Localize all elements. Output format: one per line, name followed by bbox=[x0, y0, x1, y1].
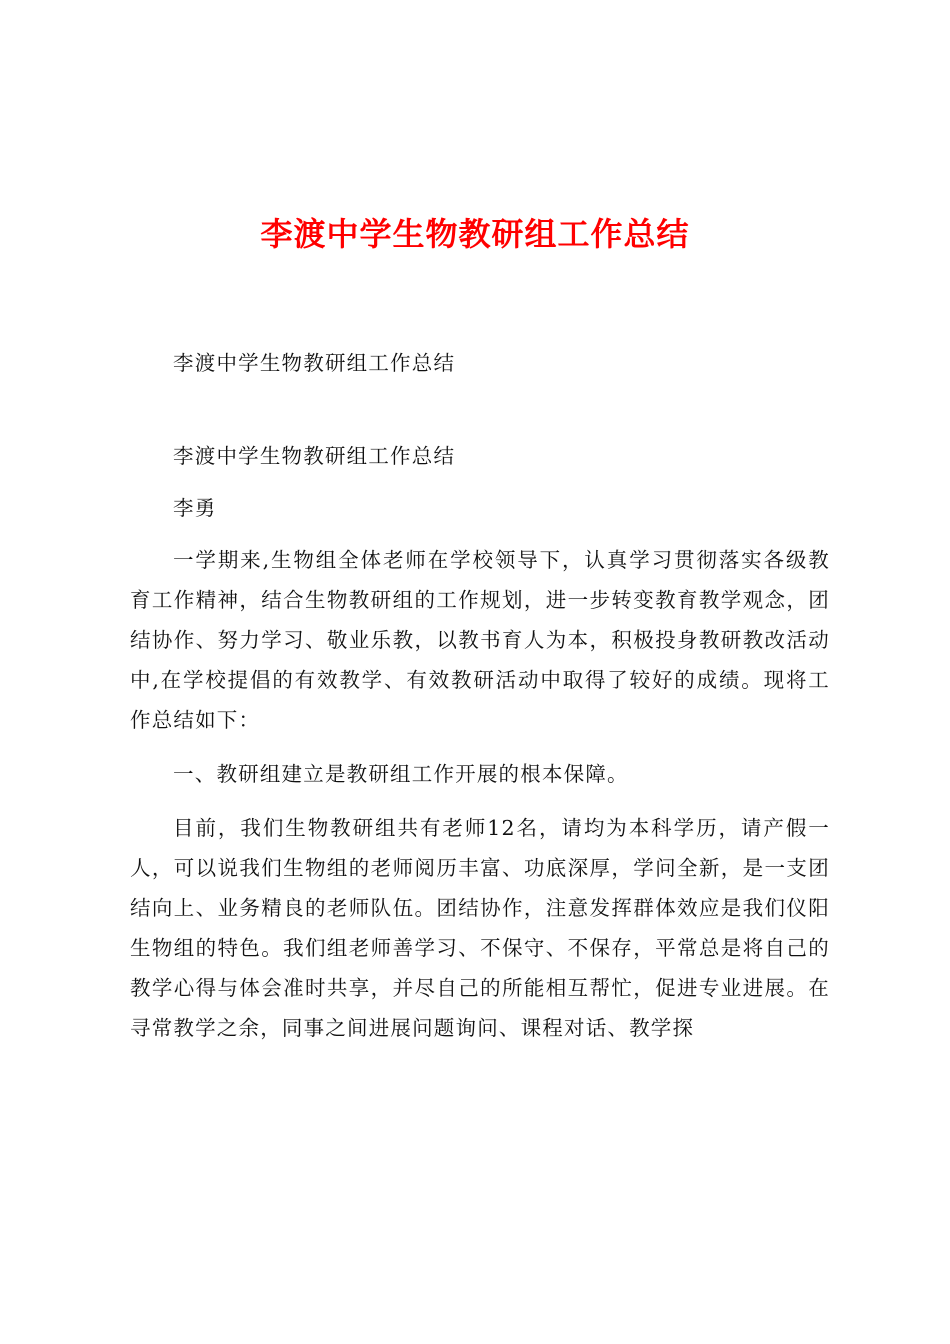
subtitle-line-repeat: 李渡中学生物教研组工作总结 bbox=[173, 444, 456, 468]
document-title: 李渡中学生物教研组工作总结 bbox=[260, 215, 690, 253]
paragraph-section-1: 目前，我们生物教研组共有老师12名，请均为本科学历，请产假一人，可以说我们生物组的老师阅历丰富、功底深厚，学问全新，是一支团结向上、业务精良的老师队伍。团结协作，注意发挥群体效应是我们仪阳生物组的特色。我们组老师善学习、不保守、不保存，平常总是将自己的教学心得与体会准时共享，并尽自己的所能相互帮忙，促进专业进展。在寻常教学之余，同事之间进展问题询问、课程对话、教学探 bbox=[130, 816, 830, 1040]
document-body bbox=[130, 343, 830, 1048]
author-name: 李勇 bbox=[173, 496, 217, 520]
paragraph-intro: 一学期来,生物组全体老师在学校领导下，认真学习贯彻落实各级教育工作精神，结合生物教研组的工作规划，进一步转变教育教学观念，团结协作、努力学习、敬业乐教，以教书育人为本，积极投身教研教改活动中,在学校提倡的有效教学、有效教研活动中取得了较好的成绩。现将工作总结如下： bbox=[130, 548, 830, 732]
subtitle-line: 李渡中学生物教研组工作总结 bbox=[173, 351, 456, 375]
section-heading-1: 一、教研组建立是教研组工作开展的根本保障。 bbox=[173, 762, 629, 786]
